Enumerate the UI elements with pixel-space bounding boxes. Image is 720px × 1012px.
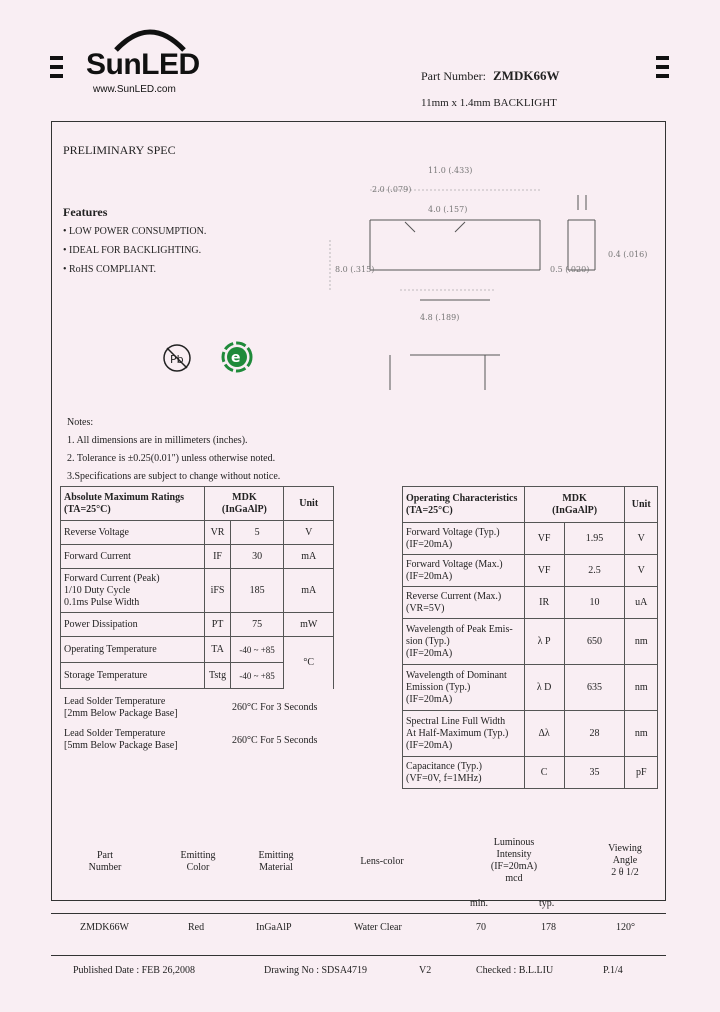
solder-1-value: 260°C For 3 Seconds [232,702,318,713]
note-item: 2. Tolerance is ±0.25(0.01") unless otherwise noted. [67,453,276,464]
abs-max-header: Absolute Maximum Ratings (TA=25°C) [61,487,205,521]
notes [67,417,280,483]
dim-label: 0.4 (.016) [608,250,648,259]
part-number: ZMDK66W [493,68,560,83]
feature-item: • RoHS COMPLIANT. [63,264,157,275]
table-row: Power Dissipation PT 75 mW [61,613,334,637]
page-number: P.1/4 [603,965,623,976]
table-row: Storage Temperature Tstg -40 ~ +85 [61,663,334,689]
solder-2-value: 260°C For 5 Seconds [232,735,318,746]
dim-label: 2.0 (.079) [372,185,412,194]
table-row: Operating Temperature TA -40 ~ +85 °C [61,637,334,663]
abs-max-table [60,486,334,689]
table-row: Reverse Voltage VR 5 V [61,521,334,545]
checked-by: Checked : B.L.LIU [476,965,554,976]
table-row: Wavelength of Peak Emis- sion (Typ.) (IF=20mA) λ P 650 nm [403,619,658,665]
sel-min: 70 [476,922,486,933]
sel-header-lens: Lens-color [360,856,404,867]
spec-title: PRELIMINARY SPEC [63,143,176,157]
solder-1-label: Lead Solder Temperature [2mm Below Package Base] [64,696,178,719]
op-char-table [402,486,658,789]
features-list [63,222,206,279]
package-drawing [320,160,660,410]
feature-item: • IDEAL FOR BACKLIGHTING. [63,245,202,256]
table-row: Forward Voltage (Typ.) (IF=20mA) VF 1.95 V [403,523,658,555]
sel-header-part: Part Number [88,850,122,873]
published-date: Published Date : FEB 26,2008 [73,965,195,976]
dim-label: 8.0 (.315) [335,265,375,274]
footer-divider [51,955,666,956]
pb-label: Pb [170,353,184,366]
drawing-number: Drawing No : SDSA4719 [264,965,368,976]
sel-lens: Water Clear [354,922,402,933]
sel-angle: 120° [616,922,635,933]
abs-max-mdk-header: MDK (InGaAlP) [205,487,284,521]
subtitle: 11mm x 1.4mm BACKLIGHT [421,97,557,109]
eco-e-icon [219,339,255,375]
op-char-mdk-header: MDK (InGaAlP) [524,487,625,523]
version: V2 [419,965,432,976]
solder-2-label: Lead Solder Temperature [5mm Below Package Base] [64,728,178,751]
sel-header-color: Emitting Color [180,850,216,873]
pb-free-icon [161,342,193,374]
table-row: Forward Current (Peak) 1/10 Duty Cycle 0.1ms Pulse Width iFS 185 mA [61,569,334,613]
note-item: 1. All dimensions are in millimeters (inches). [67,435,248,446]
sel-part: ZMDK66W [80,922,129,933]
op-char-unit-header: Unit [625,487,658,523]
logo: SunLED [86,48,200,81]
dim-label: 4.0 (.157) [428,205,468,214]
sel-header-material: Emitting Material [258,850,294,873]
part-number-label: Part Number: [421,69,486,83]
notes-title: Notes: [67,417,94,428]
op-char-header: Operating Characteristics (TA=25°C) [403,487,525,523]
e-label: e [231,350,241,366]
table-row: Forward Current IF 30 mA [61,545,334,569]
website: www.SunLED.com [93,84,176,95]
sel-header-luminous: Luminous Intensity (IF=20mA) mcd [490,837,538,884]
sel-header-min: min. [470,898,489,909]
sel-header-typ: typ. [539,898,555,909]
table-row: Capacitance (Typ.) (VF=0V, f=1MHz) C 35 pF [403,757,658,789]
sel-color: Red [188,922,205,933]
dim-label: 11.0 (.433) [428,166,473,175]
logo-bar-left [50,56,63,83]
part-number-line [421,68,559,84]
selection-divider [51,913,666,914]
features-title: Features [63,205,108,219]
sel-material: InGaAlP [256,922,292,933]
logo-bar-right [656,56,669,83]
table-row: Spectral Line Full Width At Half-Maximum (Typ.) (IF=20mA) Δλ 28 nm [403,711,658,757]
abs-max-unit-header: Unit [284,487,334,521]
sel-header-viewing: Viewing Angle 2 θ 1/2 [608,843,642,878]
sel-typ: 178 [541,922,556,933]
note-item: 3.Specifications are subject to change without notice. [67,471,281,482]
feature-item: • LOW POWER CONSUMPTION. [63,226,207,237]
dim-label: 0.5 (.020) [550,265,590,274]
table-row: Wavelength of Dominant Emission (Typ.) (IF=20mA) λ D 635 nm [403,665,658,711]
table-row: Forward Voltage (Max.) (IF=20mA) VF 2.5 V [403,555,658,587]
dim-label: 4.8 (.189) [420,313,460,322]
table-row: Reverse Current (Max.) (VR=5V) IR 10 uA [403,587,658,619]
